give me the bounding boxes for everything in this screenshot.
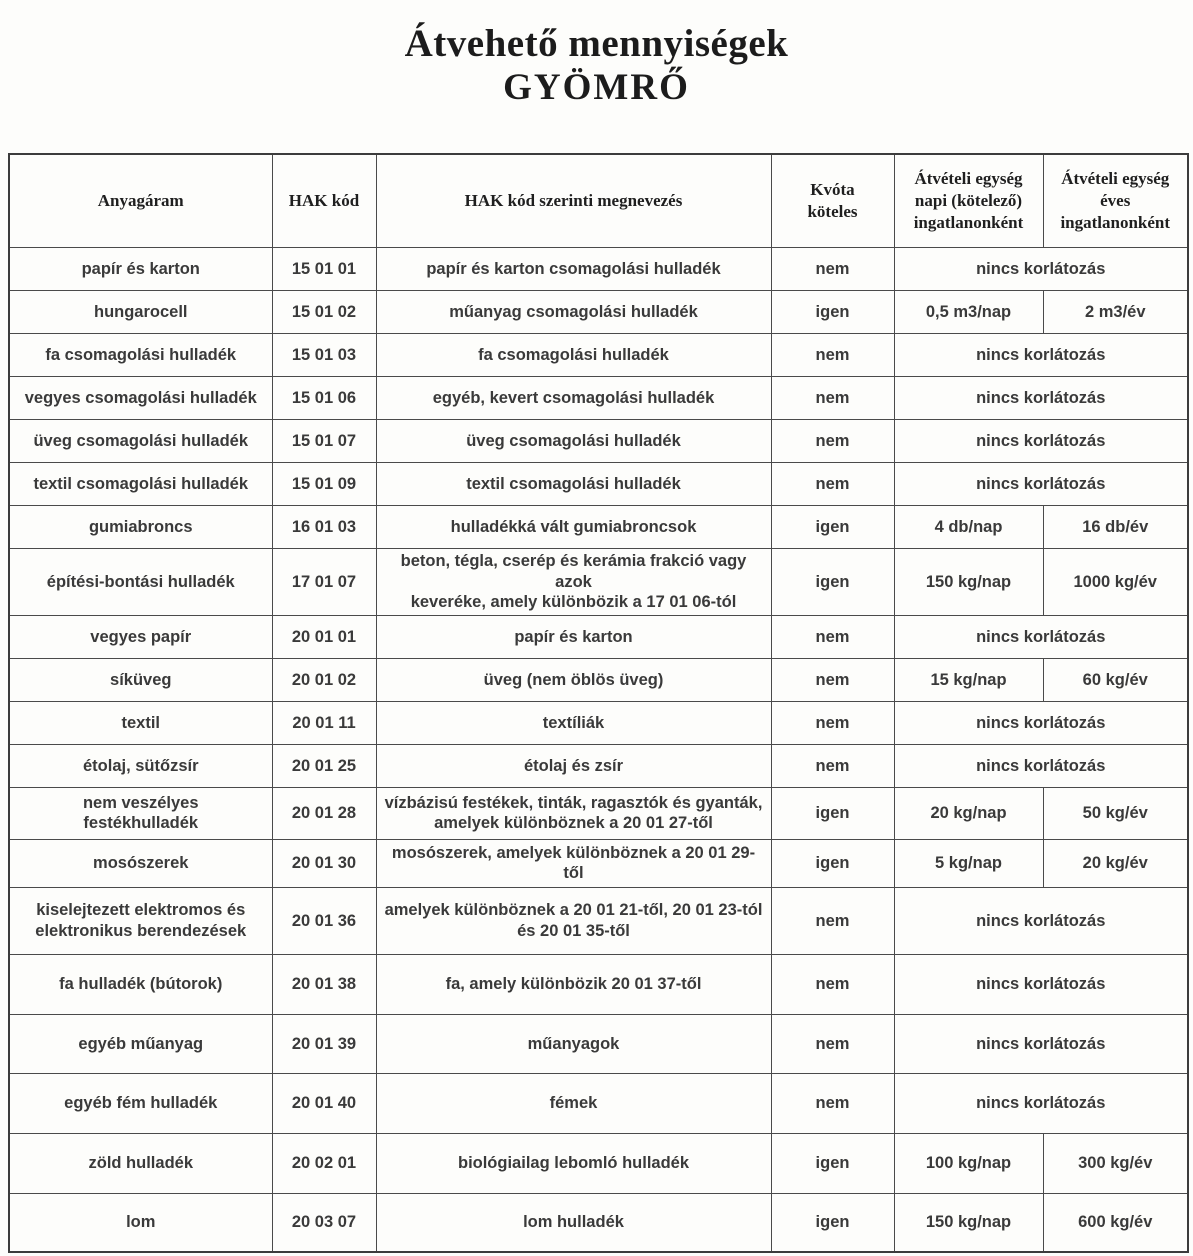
limit-merged-cell: nincs korlátozás [894, 377, 1188, 420]
table-row [9, 1193, 1188, 1252]
hak-code-cell: 20 01 40 [272, 1073, 376, 1133]
quota-cell: nem [771, 1073, 894, 1133]
table-header [9, 154, 1188, 248]
limit-merged-cell: nincs korlátozás [894, 248, 1188, 291]
material-cell: üveg csomagolási hulladék [9, 420, 272, 463]
table-row [9, 1073, 1188, 1133]
limit-merged-cell: nincs korlátozás [894, 954, 1188, 1014]
header-quota: Kvóta köteles [771, 154, 894, 248]
header-hak-code: HAK kód [272, 154, 376, 248]
table-row [9, 291, 1188, 334]
yearly-limit-cell: 20 kg/év [1043, 839, 1188, 887]
yearly-limit-cell: 2 m3/év [1043, 291, 1188, 334]
hak-name-cell: üveg (nem öblös üveg) [376, 658, 771, 701]
table-row [9, 1014, 1188, 1073]
material-cell: fa hulladék (bútorok) [9, 954, 272, 1014]
quota-cell: nem [771, 377, 894, 420]
hak-name-cell: üveg csomagolási hulladék [376, 420, 771, 463]
hak-name-cell: lom hulladék [376, 1193, 771, 1252]
limit-merged-cell: nincs korlátozás [894, 463, 1188, 506]
hak-code-cell: 20 01 28 [272, 787, 376, 839]
quota-cell: igen [771, 1193, 894, 1252]
hak-name-cell: textíliák [376, 701, 771, 744]
daily-limit-cell: 15 kg/nap [894, 658, 1043, 701]
table-header-row [9, 154, 1188, 248]
table-row [9, 248, 1188, 291]
hak-code-cell: 15 01 02 [272, 291, 376, 334]
yearly-limit-cell: 60 kg/év [1043, 658, 1188, 701]
hak-code-cell: 20 02 01 [272, 1133, 376, 1193]
table-row [9, 420, 1188, 463]
header-yearly-unit: Átvételi egység éves ingatlanonként [1043, 154, 1188, 248]
hak-code-cell: 15 01 07 [272, 420, 376, 463]
document-title: Átvehető mennyiségek [404, 22, 789, 65]
table-row [9, 463, 1188, 506]
daily-limit-cell: 5 kg/nap [894, 839, 1043, 887]
hak-code-cell: 15 01 03 [272, 334, 376, 377]
quota-cell: nem [771, 658, 894, 701]
hak-code-cell: 20 01 25 [272, 744, 376, 787]
daily-limit-cell: 0,5 m3/nap [894, 291, 1043, 334]
hak-code-cell: 20 01 39 [272, 1014, 376, 1073]
table-row [9, 658, 1188, 701]
quota-cell: igen [771, 291, 894, 334]
limit-merged-cell: nincs korlátozás [894, 1014, 1188, 1073]
header-daily-unit: Átvételi egység napi (kötelező) ingatlanonként [894, 154, 1043, 248]
hak-name-cell: papír és karton csomagolási hulladék [376, 248, 771, 291]
hak-name-cell: étolaj és zsír [376, 744, 771, 787]
hak-name-cell: textil csomagolási hulladék [376, 463, 771, 506]
quota-cell: nem [771, 887, 894, 954]
hak-name-cell: amelyek különböznek a 20 01 21-től, 20 01 23-tól és 20 01 35-től [376, 887, 771, 954]
hak-name-cell: műanyagok [376, 1014, 771, 1073]
hak-code-cell: 17 01 07 [272, 549, 376, 616]
material-cell: egyéb fém hulladék [9, 1073, 272, 1133]
material-cell: kiselejtezett elektromos és elektronikus berendezések [9, 887, 272, 954]
quota-cell: nem [771, 954, 894, 1014]
hak-name-cell: papír és karton [376, 615, 771, 658]
yearly-limit-cell: 300 kg/év [1043, 1133, 1188, 1193]
quota-cell: nem [771, 420, 894, 463]
quota-cell: nem [771, 463, 894, 506]
material-cell: síküveg [9, 658, 272, 701]
table-row [9, 615, 1188, 658]
header-material: Anyagáram [9, 154, 272, 248]
hak-code-cell: 20 01 36 [272, 887, 376, 954]
material-cell: vegyes papír [9, 615, 272, 658]
daily-limit-cell: 100 kg/nap [894, 1133, 1043, 1193]
limit-merged-cell: nincs korlátozás [894, 701, 1188, 744]
quota-cell: nem [771, 248, 894, 291]
table-row [9, 744, 1188, 787]
table-row [9, 787, 1188, 839]
hak-name-cell: vízbázisú festékek, tinták, ragasztók és gyanták, amelyek különböznek a 20 01 27-től [376, 787, 771, 839]
material-cell: lom [9, 1193, 272, 1252]
hak-code-cell: 20 03 07 [272, 1193, 376, 1252]
material-cell: egyéb műanyag [9, 1014, 272, 1073]
hak-code-cell: 20 01 30 [272, 839, 376, 887]
material-cell: építési-bontási hulladék [9, 549, 272, 616]
hak-code-cell: 15 01 09 [272, 463, 376, 506]
limit-merged-cell: nincs korlátozás [894, 1073, 1188, 1133]
hak-code-cell: 20 01 11 [272, 701, 376, 744]
quota-cell: nem [771, 1014, 894, 1073]
quota-cell: igen [771, 549, 894, 616]
daily-limit-cell: 150 kg/nap [894, 1193, 1043, 1252]
material-cell: nem veszélyes festékhulladék [9, 787, 272, 839]
quota-cell: nem [771, 615, 894, 658]
limit-merged-cell: nincs korlátozás [894, 420, 1188, 463]
hak-name-cell: fa, amely különbözik 20 01 37-től [376, 954, 771, 1014]
material-cell: gumiabroncs [9, 506, 272, 549]
quota-cell: igen [771, 1133, 894, 1193]
daily-limit-cell: 150 kg/nap [894, 549, 1043, 616]
yearly-limit-cell: 600 kg/év [1043, 1193, 1188, 1252]
daily-limit-cell: 4 db/nap [894, 506, 1043, 549]
hak-code-cell: 20 01 01 [272, 615, 376, 658]
daily-limit-cell: 20 kg/nap [894, 787, 1043, 839]
table-row [9, 506, 1188, 549]
quota-cell: nem [771, 334, 894, 377]
material-cell: étolaj, sütőzsír [9, 744, 272, 787]
material-cell: hungarocell [9, 291, 272, 334]
hak-code-cell: 15 01 01 [272, 248, 376, 291]
quota-cell: nem [771, 701, 894, 744]
table-row [9, 887, 1188, 954]
quota-cell: igen [771, 839, 894, 887]
document-subtitle: GYÖMRŐ [503, 66, 690, 108]
table-row [9, 701, 1188, 744]
table-row [9, 377, 1188, 420]
material-cell: zöld hulladék [9, 1133, 272, 1193]
limit-merged-cell: nincs korlátozás [894, 334, 1188, 377]
material-cell: vegyes csomagolási hulladék [9, 377, 272, 420]
title-block [0, 0, 1193, 109]
table-row [9, 839, 1188, 887]
table-row [9, 334, 1188, 377]
material-cell: mosószerek [9, 839, 272, 887]
table-row [9, 1133, 1188, 1193]
material-cell: papír és karton [9, 248, 272, 291]
hak-code-cell: 15 01 06 [272, 377, 376, 420]
hak-name-cell: fa csomagolási hulladék [376, 334, 771, 377]
limit-merged-cell: nincs korlátozás [894, 887, 1188, 954]
hak-name-cell: műanyag csomagolási hulladék [376, 291, 771, 334]
limit-merged-cell: nincs korlátozás [894, 615, 1188, 658]
hak-code-cell: 20 01 02 [272, 658, 376, 701]
hak-name-cell: hulladékká vált gumiabroncsok [376, 506, 771, 549]
quantities-table [8, 153, 1189, 1253]
material-cell: textil csomagolási hulladék [9, 463, 272, 506]
limit-merged-cell: nincs korlátozás [894, 744, 1188, 787]
table-body [9, 248, 1188, 1253]
header-hak-name: HAK kód szerinti megnevezés [376, 154, 771, 248]
hak-name-cell: egyéb, kevert csomagolási hulladék [376, 377, 771, 420]
yearly-limit-cell: 1000 kg/év [1043, 549, 1188, 616]
yearly-limit-cell: 50 kg/év [1043, 787, 1188, 839]
hak-name-cell: biológiailag lebomló hulladék [376, 1133, 771, 1193]
hak-name-cell: fémek [376, 1073, 771, 1133]
hak-code-cell: 16 01 03 [272, 506, 376, 549]
quota-cell: igen [771, 787, 894, 839]
material-cell: textil [9, 701, 272, 744]
quota-cell: igen [771, 506, 894, 549]
table-row [9, 954, 1188, 1014]
quota-cell: nem [771, 744, 894, 787]
hak-name-cell: mosószerek, amelyek különböznek a 20 01 29-től [376, 839, 771, 887]
material-cell: fa csomagolási hulladék [9, 334, 272, 377]
hak-name-cell: beton, tégla, cserép és kerámia frakció vagy azok keveréke, amely különbözik a 17 01 06-tól [376, 549, 771, 616]
yearly-limit-cell: 16 db/év [1043, 506, 1188, 549]
table-row [9, 549, 1188, 616]
hak-code-cell: 20 01 38 [272, 954, 376, 1014]
